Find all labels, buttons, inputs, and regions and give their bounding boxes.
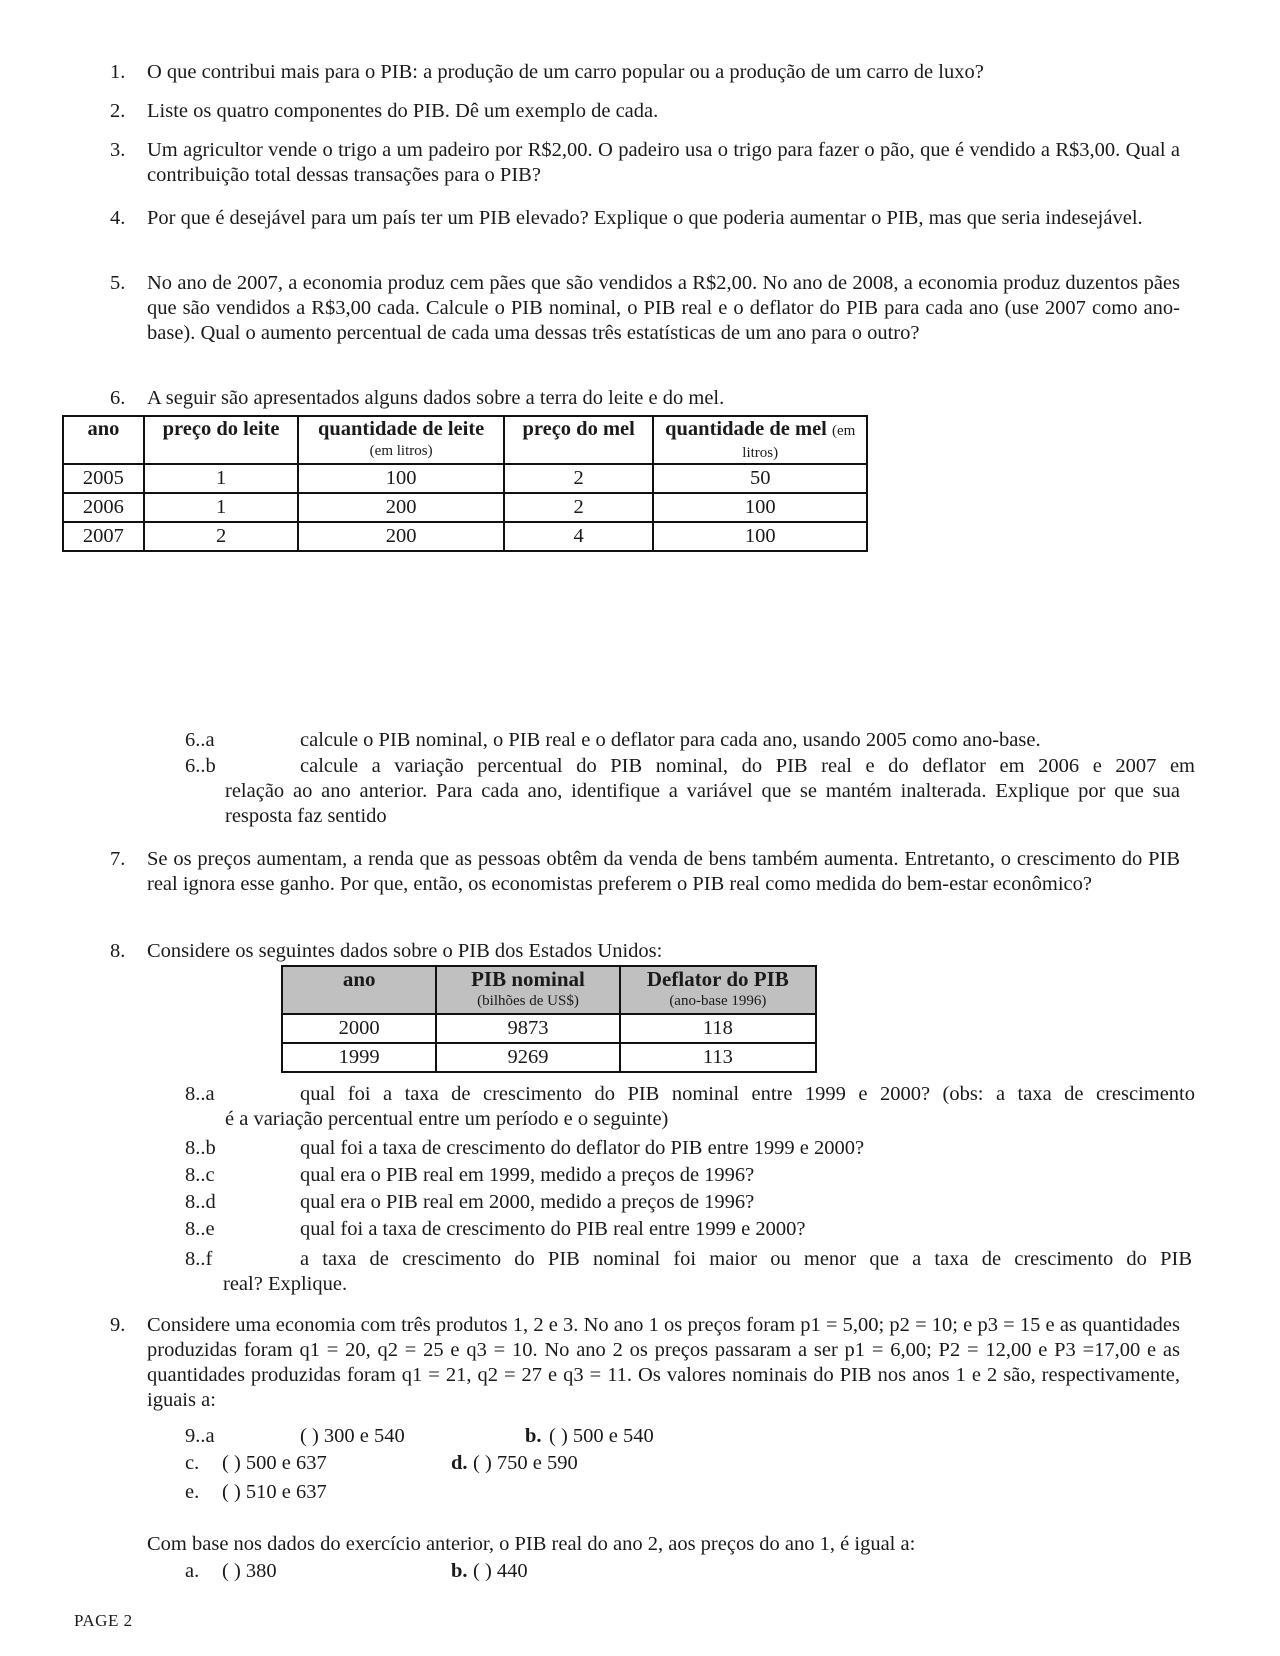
option-10b-label: b.	[451, 1560, 468, 1582]
sub-8d-text: qual era o PIB real em 2000, medido a preços de 1996?	[300, 1191, 755, 1213]
question-6	[110, 386, 1180, 411]
question-7	[110, 847, 1180, 897]
question-10-text: Com base nos dados do exercício anterior, o PIB real do ano 2, aos preços do ano 1, é igual a:	[147, 1533, 916, 1555]
sub-6b-text-line1: calcule a variação percentual do PIB nominal, do PIB real e do deflator em 2006 e 2007 em	[300, 755, 1195, 777]
sub-8a-text-line2: é a variação percentual entre um período e o seguinte)	[225, 1108, 669, 1130]
option-9e-label: e.	[185, 1481, 200, 1503]
question-1	[110, 60, 1180, 85]
question-text: O que contribui mais para o PIB: a produção de um carro popular ou a produção de um carro de luxo?	[147, 61, 984, 83]
question-number: 6.	[110, 387, 126, 409]
sub-8e-label: 8..e	[185, 1218, 215, 1240]
question-text: No ano de 2007, a economia produz cem pães que são vendidos a R$2,00. No ano de 2008, a economia produz duzentos pães que são vendidos a R$3,00 cada. Calcule o PIB nominal, o PIB real e o deflator do PIB para cada ano (use 2007 como ano-base). Qual o aumento percentual de cada uma dessas três estatísticas de um ano para o outro?	[147, 272, 1180, 344]
question-text: Por que é desejável para um país ter um PIB elevado? Explique o que poderia aumentar o PIB, mas que seria indesejável.	[147, 207, 1143, 229]
question-5	[110, 271, 1180, 346]
sub-8c-text: qual era o PIB real em 1999, medido a preços de 1996?	[300, 1164, 755, 1186]
question-text: Um agricultor vende o trigo a um padeiro por R$2,00. O padeiro usa o trigo para fazer o pão, que é vendido a R$3,00. Qual a contribuição total dessas transações para o PIB?	[147, 139, 1180, 186]
question-number: 1.	[110, 61, 126, 83]
option-9b-text[interactable]: ( ) 500 e 540	[549, 1425, 654, 1447]
table-row: 2007 2 200 4 100	[63, 522, 867, 551]
sub-8f-label: 8..f	[185, 1248, 213, 1270]
question-text: A seguir são apresentados alguns dados sobre a terra do leite e do mel.	[147, 387, 725, 409]
sub-6a-label: 6..a	[185, 729, 215, 751]
option-9e-text[interactable]: ( ) 510 e 637	[222, 1481, 327, 1503]
option-9c-text[interactable]: ( ) 500 e 637	[222, 1452, 327, 1474]
header-qtd-leite: quantidade de leite (em litros)	[298, 416, 504, 464]
sub-6a-text: calcule o PIB nominal, o PIB real e o deflator para cada ano, usando 2005 como ano-base.	[300, 729, 1041, 751]
sub-8f-text-line2: real? Explique.	[223, 1273, 348, 1295]
question-9	[110, 1313, 1180, 1413]
table-row: 2006 1 200 2 100	[63, 493, 867, 522]
sub-8e-text: qual foi a taxa de crescimento do PIB real entre 1999 e 2000?	[300, 1218, 806, 1240]
header-ano: ano	[63, 416, 144, 464]
sub-8a-text-line1: qual foi a taxa de crescimento do PIB nominal entre 1999 e 2000? (obs: a taxa de crescimento	[300, 1083, 1195, 1105]
question-number: 7.	[110, 848, 126, 870]
sub-8a-label: 8..a	[185, 1083, 215, 1105]
header-ano: ano	[282, 966, 436, 1014]
question-number: 4.	[110, 207, 126, 229]
sub-6b-label: 6..b	[185, 755, 216, 777]
option-10a-text[interactable]: ( ) 380	[222, 1560, 277, 1582]
header-qtd-mel: quantidade de mel (em litros)	[653, 416, 867, 464]
option-9a-label: 9..a	[185, 1425, 215, 1447]
option-9b-label: b.	[525, 1425, 542, 1447]
question-text: Se os preços aumentam, a renda que as pessoas obtêm da venda de bens também aumenta. Entretanto, o crescimento do PIB real ignora esse ganho. Por que, então, os economistas preferem o PIB real como medida do bem-estar econômico?	[147, 848, 1180, 895]
option-9d-text[interactable]: ( ) 750 e 590	[473, 1452, 578, 1474]
question-number: 3.	[110, 139, 126, 161]
header-deflator: Deflator do PIB (ano-base 1996)	[620, 966, 816, 1014]
header-pib-nominal: PIB nominal (bilhões de US$)	[436, 966, 619, 1014]
question-number: 9.	[110, 1314, 126, 1336]
question-text: Liste os quatro componentes do PIB. Dê um exemplo de cada.	[147, 100, 659, 122]
question-text: Considere os seguintes dados sobre o PIB dos Estados Unidos:	[147, 940, 663, 962]
sub-8c-label: 8..c	[185, 1164, 215, 1186]
table-row: 2000 9873 118	[282, 1014, 816, 1043]
sub-8d-label: 8..d	[185, 1191, 216, 1213]
sub-8b-text: qual foi a taxa de crescimento do deflator do PIB entre 1999 e 2000?	[300, 1137, 865, 1159]
question-text: Considere uma economia com três produtos 1, 2 e 3. No ano 1 os preços foram p1 = 5,00; p2 = 10; e p3 = 15 e as quantidades produzidas foram q1 = 20, q2 = 25 e q3 = 10. No ano 2 os preços passaram a ser p1 = 6,00; P2 = 12,00 e P3 =17,00 e as quantidades produzidas foram q1 = 21, q2 = 27 e q3 = 11. Os valores nominais do PIB nos anos 1 e 2 são, respectivamente, iguais a:	[147, 1314, 1180, 1411]
question-number: 8.	[110, 940, 126, 962]
question-number: 5.	[110, 272, 126, 294]
question-3	[110, 138, 1180, 188]
table-row: 2005 1 100 2 50	[63, 464, 867, 493]
page-number: PAGE 2	[74, 1611, 133, 1630]
option-9c-label: c.	[185, 1452, 200, 1474]
sub-8b-label: 8..b	[185, 1137, 216, 1159]
us-gdp-table	[281, 965, 817, 1073]
question-2	[110, 99, 1180, 124]
option-9a-text[interactable]: ( ) 300 e 540	[300, 1425, 405, 1447]
sub-8f-text-line1: a taxa de crescimento do PIB nominal foi maior ou menor que a taxa de crescimento do PIB	[300, 1248, 1192, 1270]
table-row: 1999 9269 113	[282, 1043, 816, 1072]
sub-6b-text-line2: relação ao ano anterior. Para cada ano, identifique a variável que se mantém inalterada. Explique por que sua resposta faz sentido	[225, 780, 1180, 827]
option-10a-label: a.	[185, 1560, 200, 1582]
question-4	[110, 206, 1180, 231]
option-10b-text[interactable]: ( ) 440	[473, 1560, 528, 1582]
question-number: 2.	[110, 100, 126, 122]
header-preco-leite: preço do leite	[144, 416, 299, 464]
option-9d-label: d.	[451, 1452, 468, 1474]
header-preco-mel: preço do mel	[504, 416, 654, 464]
question-8	[110, 939, 1180, 964]
milk-honey-table	[62, 415, 868, 552]
